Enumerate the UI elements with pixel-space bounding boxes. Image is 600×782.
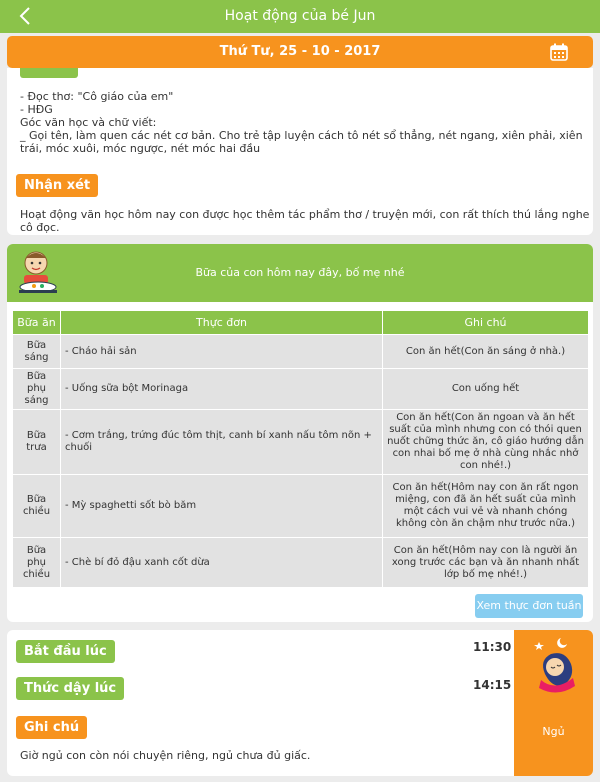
table-row bbox=[13, 538, 589, 588]
column-header: Bữa ăn bbox=[13, 311, 61, 335]
meal-table-header bbox=[13, 311, 589, 335]
meal-table bbox=[12, 310, 589, 588]
sleep-card bbox=[7, 630, 593, 776]
meal-cell: Bữa phụ sáng bbox=[13, 369, 61, 410]
date-bar[interactable] bbox=[7, 36, 593, 68]
page-title: Hoạt động của bé Jun bbox=[224, 8, 376, 24]
note-cell: Con ăn hết(Hôm nay con ăn rất ngon miệng, con đã ăn hết suất của mình một cách vui vẻ và nhanh chóng không còn ăn chậm như trước nữa.) bbox=[383, 475, 589, 538]
date-label: Thứ Tư, 25 - 10 - 2017 bbox=[219, 44, 381, 59]
meal-card bbox=[7, 244, 593, 622]
column-header: Ghi chú bbox=[383, 311, 589, 335]
note-cell: Con uống hết bbox=[383, 369, 589, 410]
sleep-wake-label: Thức dậy lúc bbox=[16, 677, 124, 700]
sleep-start-time: 11:30 bbox=[473, 640, 512, 654]
menu-cell: - Uống sữa bột Morinaga bbox=[61, 369, 383, 410]
column-header: Thực đơn bbox=[61, 311, 383, 335]
sleep-note-label: Ghi chú bbox=[16, 716, 87, 739]
activity-lines bbox=[20, 90, 586, 155]
menu-cell: - Cơm trắng, trứng đúc tôm thịt, canh bí xanh nấu tôm nõn + chuối bbox=[61, 410, 383, 475]
table-row bbox=[13, 369, 589, 410]
activity-line: - Đọc thơ: "Cô giáo của em" bbox=[20, 90, 174, 103]
note-cell: Con ăn hết(Con ăn ngoan và ăn hết suất của mình nhưng con có thói quen nuốt chững thức ăn, cô giáo hướng dẫn con nhai bố mẹ ở nhà cùng nhắc nhở con nhé!.) bbox=[383, 410, 589, 475]
comment-label: Nhận xét bbox=[16, 174, 98, 197]
table-row bbox=[13, 475, 589, 538]
activity-line: Góc văn học và chữ viết: bbox=[20, 116, 157, 129]
top-bar bbox=[0, 0, 600, 33]
sleep-note-text: Giờ ngủ con còn nói chuyện riêng, ngủ chưa đủ giấc. bbox=[20, 749, 311, 762]
meal-heading: Bữa của con hôm nay đây, bố mẹ nhé bbox=[195, 266, 405, 279]
activity-card bbox=[7, 68, 593, 235]
activity-line: - HĐG bbox=[20, 103, 53, 116]
meal-cell: Bữa chiều bbox=[13, 475, 61, 538]
sleeping-baby-icon bbox=[531, 634, 579, 696]
menu-cell: - Chè bí đỏ đậu xanh cốt dừa bbox=[61, 538, 383, 588]
note-cell: Con ăn hết(Con ăn sáng ở nhà.) bbox=[383, 335, 589, 369]
comment-text: Hoạt động văn học hôm nay con được học thêm tác phẩm thơ / truyện mới, con rất thích thú lắng nghe cô đọc. bbox=[20, 208, 590, 234]
sleep-start-label: Bắt đầu lúc bbox=[16, 640, 115, 663]
note-cell: Con ăn hết(Hôm nay con là người ăn xong trước các bạn và ăn nhanh nhất lớp bố mẹ nhé!.) bbox=[383, 538, 589, 588]
activity-tag bbox=[20, 68, 78, 78]
meal-cell: Bữa trưa bbox=[13, 410, 61, 475]
calendar-icon[interactable] bbox=[550, 43, 568, 61]
menu-cell: - Cháo hải sản bbox=[61, 335, 383, 369]
activity-line: _ Gọi tên, làm quen các nét cơ bản. Cho trẻ tập luyện cách tô nét sổ thẳng, nét ngang, xiên phải, xiên trái, móc xuôi, móc ngược, nét móc hai đầu bbox=[20, 129, 583, 155]
meal-header bbox=[7, 244, 593, 302]
meal-cell: Bữa sáng bbox=[13, 335, 61, 369]
week-menu-button[interactable]: Xem thực đơn tuần bbox=[475, 594, 583, 618]
sleep-wake-time: 14:15 bbox=[473, 678, 512, 692]
table-row bbox=[13, 410, 589, 475]
meal-cell: Bữa phụ chiều bbox=[13, 538, 61, 588]
table-row bbox=[13, 335, 589, 369]
menu-cell: - Mỳ spaghetti sốt bò băm bbox=[61, 475, 383, 538]
sleep-status: Ngủ bbox=[542, 725, 565, 738]
sleep-status-panel bbox=[514, 630, 593, 776]
